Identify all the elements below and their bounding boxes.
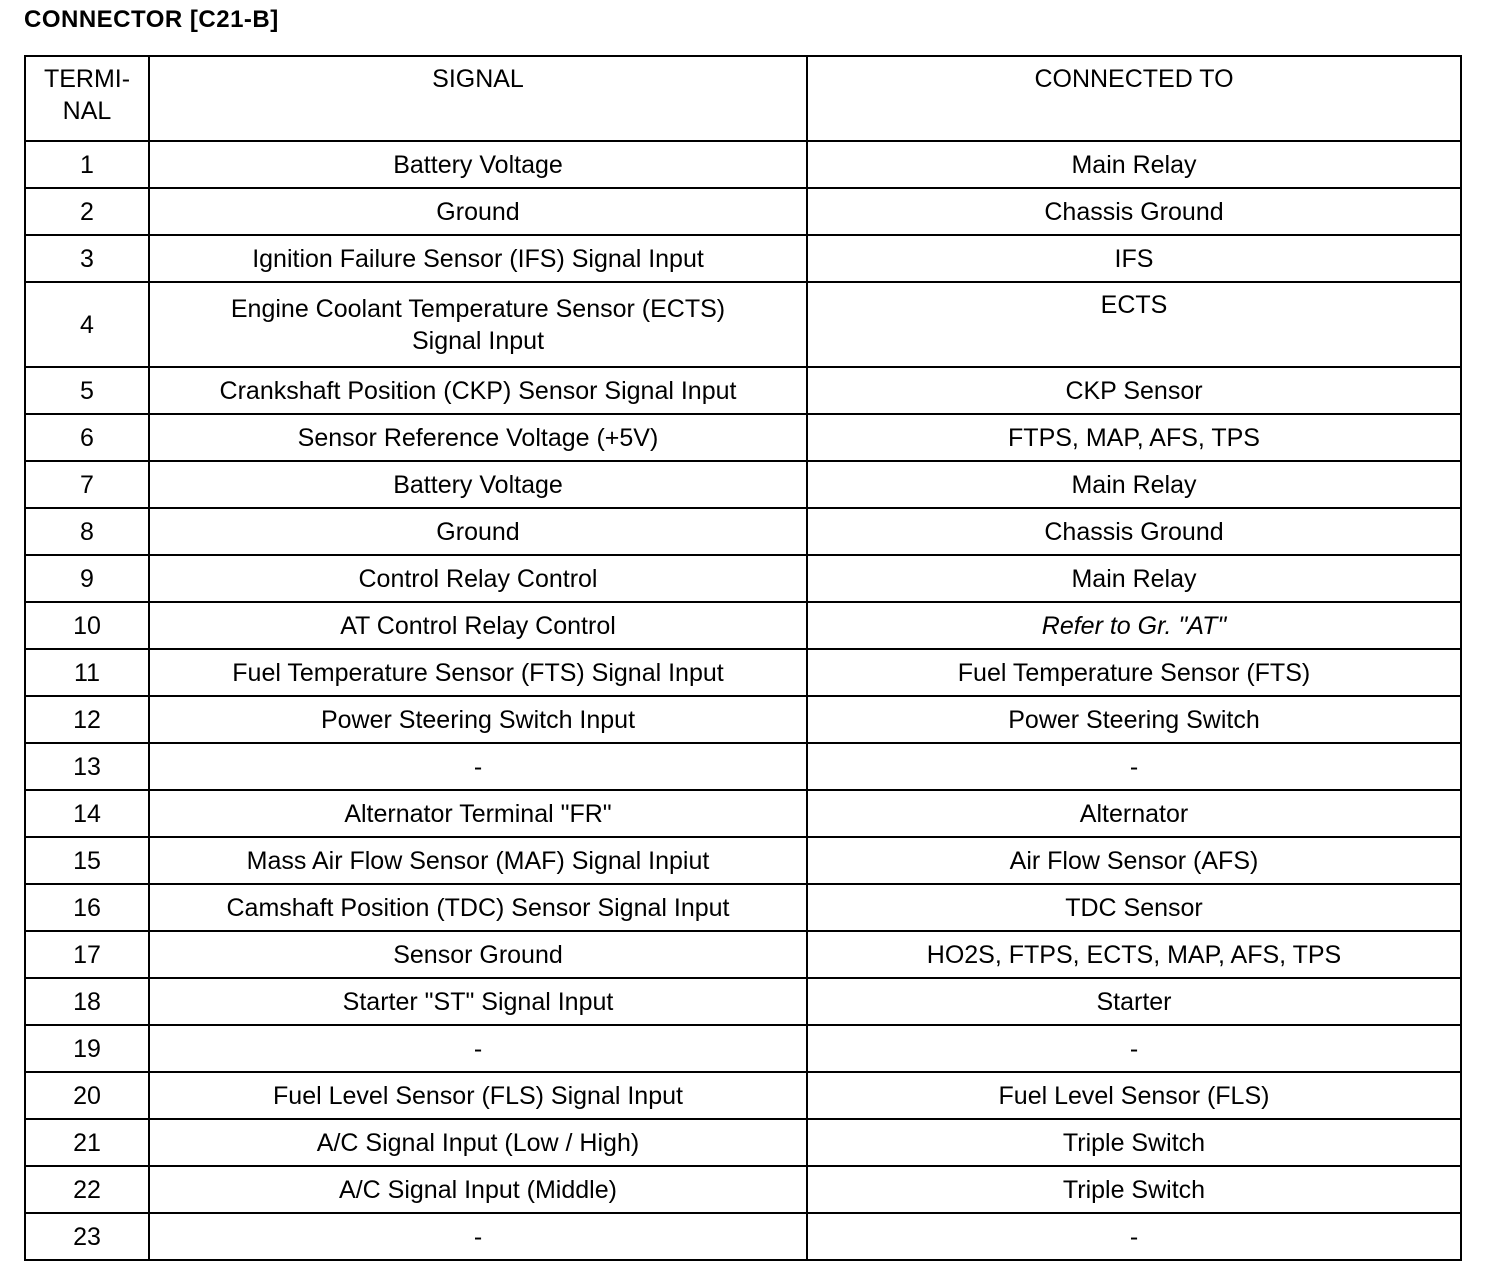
- connected-to-cell: HO2S, FTPS, ECTS, MAP, AFS, TPS: [807, 931, 1461, 978]
- connected-to-cell: FTPS, MAP, AFS, TPS: [807, 414, 1461, 461]
- signal-cell: Ignition Failure Sensor (IFS) Signal Input: [149, 235, 807, 282]
- connected-to-column-header: CONNECTED TO: [807, 56, 1461, 141]
- terminal-cell: 4: [25, 282, 149, 367]
- signal-cell: Camshaft Position (TDC) Sensor Signal Input: [149, 884, 807, 931]
- terminal-cell: 15: [25, 837, 149, 884]
- signal-cell: Sensor Reference Voltage (+5V): [149, 414, 807, 461]
- table-row: [25, 649, 1461, 696]
- table-row: [25, 282, 1461, 367]
- connected-to-cell: Triple Switch: [807, 1166, 1461, 1213]
- table-row: [25, 188, 1461, 235]
- connected-to-cell: Main Relay: [807, 141, 1461, 188]
- table-row: [25, 978, 1461, 1025]
- terminal-cell: 22: [25, 1166, 149, 1213]
- connected-to-cell: Air Flow Sensor (AFS): [807, 837, 1461, 884]
- signal-cell: A/C Signal Input (Middle): [149, 1166, 807, 1213]
- signal-cell: Battery Voltage: [149, 461, 807, 508]
- terminal-cell: 21: [25, 1119, 149, 1166]
- terminal-cell: 12: [25, 696, 149, 743]
- connected-to-cell: Main Relay: [807, 555, 1461, 602]
- table-row: [25, 790, 1461, 837]
- table-row: [25, 461, 1461, 508]
- terminal-cell: 13: [25, 743, 149, 790]
- connected-to-cell: CKP Sensor: [807, 367, 1461, 414]
- terminal-cell: 23: [25, 1213, 149, 1260]
- connector-pinout-table: [24, 55, 1462, 1261]
- terminal-cell: 11: [25, 649, 149, 696]
- connected-to-cell: -: [807, 1025, 1461, 1072]
- terminal-cell: 6: [25, 414, 149, 461]
- signal-line1: Engine Coolant Temperature Sensor (ECTS): [230, 294, 726, 323]
- signal-cell: Ground: [149, 508, 807, 555]
- connector-title: CONNECTOR [C21-B]: [24, 6, 279, 33]
- table-row: [25, 884, 1461, 931]
- signal-cell: Battery Voltage: [149, 141, 807, 188]
- table-row: [25, 931, 1461, 978]
- terminal-cell: 5: [25, 367, 149, 414]
- connected-to-cell: Alternator: [807, 790, 1461, 837]
- table-row: [25, 1072, 1461, 1119]
- terminal-cell: 16: [25, 884, 149, 931]
- connected-to-cell: -: [807, 743, 1461, 790]
- terminal-cell: 1: [25, 141, 149, 188]
- connected-to-cell: Starter: [807, 978, 1461, 1025]
- terminal-header-line2: NAL: [62, 97, 112, 125]
- table-row: [25, 1119, 1461, 1166]
- connected-to-cell: -: [807, 1213, 1461, 1260]
- connected-to-cell: Power Steering Switch: [807, 696, 1461, 743]
- signal-cell: AT Control Relay Control: [149, 602, 807, 649]
- terminal-cell: 10: [25, 602, 149, 649]
- signal-cell: Fuel Level Sensor (FLS) Signal Input: [149, 1072, 807, 1119]
- signal-line2: Signal Input: [411, 326, 545, 355]
- connected-to-cell: ECTS: [807, 282, 1461, 367]
- table-row: [25, 743, 1461, 790]
- signal-cell: A/C Signal Input (Low / High): [149, 1119, 807, 1166]
- terminal-cell: 17: [25, 931, 149, 978]
- connected-to-cell: Chassis Ground: [807, 188, 1461, 235]
- signal-cell: Crankshaft Position (CKP) Sensor Signal Input: [149, 367, 807, 414]
- terminal-cell: 9: [25, 555, 149, 602]
- terminal-cell: 14: [25, 790, 149, 837]
- signal-cell: Alternator Terminal "FR": [149, 790, 807, 837]
- terminal-cell: 2: [25, 188, 149, 235]
- connected-to-cell: Chassis Ground: [807, 508, 1461, 555]
- signal-cell: Ground: [149, 188, 807, 235]
- connected-to-cell: IFS: [807, 235, 1461, 282]
- signal-cell: -: [149, 743, 807, 790]
- table-row: [25, 696, 1461, 743]
- connected-to-cell: Fuel Temperature Sensor (FTS): [807, 649, 1461, 696]
- terminal-cell: 20: [25, 1072, 149, 1119]
- table-row: [25, 367, 1461, 414]
- signal-cell: Power Steering Switch Input: [149, 696, 807, 743]
- table-row: [25, 414, 1461, 461]
- table-row: [25, 837, 1461, 884]
- table-row: [25, 235, 1461, 282]
- terminal-cell: 18: [25, 978, 149, 1025]
- connected-to-cell: Fuel Level Sensor (FLS): [807, 1072, 1461, 1119]
- terminal-cell: 7: [25, 461, 149, 508]
- table-row: [25, 555, 1461, 602]
- terminal-cell: 19: [25, 1025, 149, 1072]
- signal-cell: Starter "ST" Signal Input: [149, 978, 807, 1025]
- connected-to-cell: TDC Sensor: [807, 884, 1461, 931]
- table-row: [25, 1213, 1461, 1260]
- table-row: [25, 1025, 1461, 1072]
- signal-cell: Control Relay Control: [149, 555, 807, 602]
- signal-column-header: SIGNAL: [149, 56, 807, 141]
- connected-to-cell: Triple Switch: [807, 1119, 1461, 1166]
- table-row: [25, 508, 1461, 555]
- connected-to-cell: Refer to Gr. "AT": [807, 602, 1461, 649]
- table-row: [25, 141, 1461, 188]
- table-row: [25, 1166, 1461, 1213]
- signal-cell: Sensor Ground: [149, 931, 807, 978]
- signal-cell: -: [149, 1025, 807, 1072]
- signal-cell: Fuel Temperature Sensor (FTS) Signal Input: [149, 649, 807, 696]
- table-row: [25, 602, 1461, 649]
- table-header-row: [25, 56, 1461, 141]
- terminal-header-line1: TERMI-: [43, 65, 131, 93]
- terminal-column-header: [25, 56, 149, 141]
- connected-to-cell: Main Relay: [807, 461, 1461, 508]
- signal-cell: [149, 282, 807, 367]
- signal-cell: Mass Air Flow Sensor (MAF) Signal Inpiut: [149, 837, 807, 884]
- terminal-cell: 3: [25, 235, 149, 282]
- terminal-cell: 8: [25, 508, 149, 555]
- signal-cell: -: [149, 1213, 807, 1260]
